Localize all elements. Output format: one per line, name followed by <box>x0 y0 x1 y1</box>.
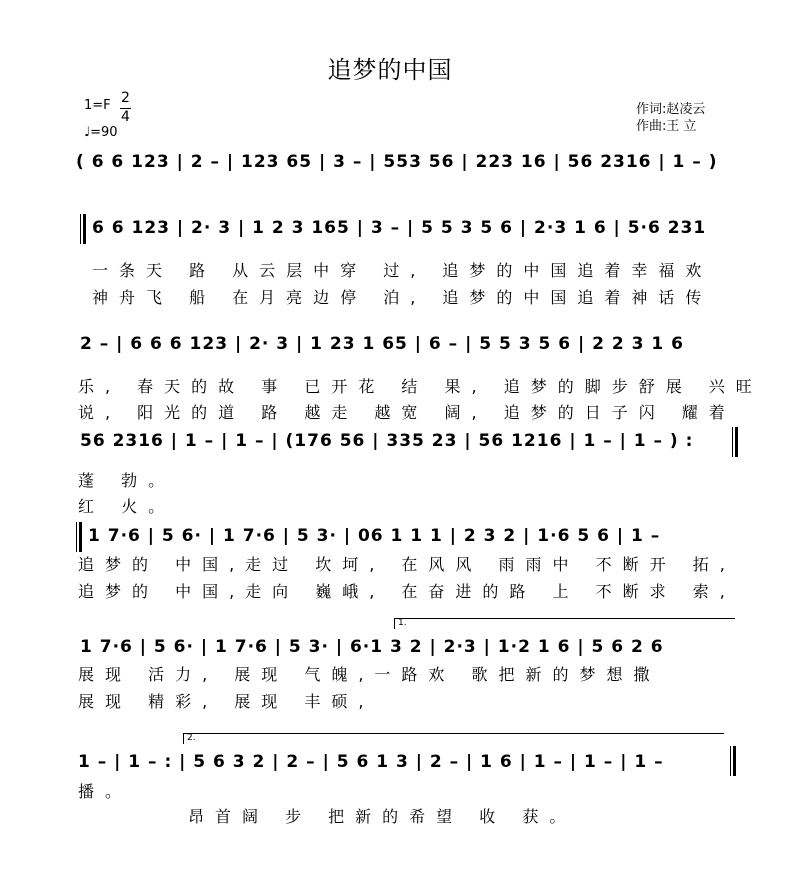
tempo-value: =90 <box>90 125 118 140</box>
system-3-lyrics-verse-2: 说, 阳光的道 路 越走 越宽 阔, 追梦的日子闪 耀着 <box>78 403 736 422</box>
system-4-lyrics-verse-2: 红 火。 <box>78 497 176 516</box>
system-7-lyrics-verse-1: 播。 <box>78 782 133 801</box>
repeat-start-bar-thick <box>83 214 86 244</box>
system-5-notes: 1 7·6 | 5 6· | 1 7·6 | 5 3· | 06 1 1 1 | 2 3 2 | 1·6 5 6 | 1 – <box>88 526 661 546</box>
time-signature-bottom: 4 <box>121 109 130 125</box>
quarter-note-icon: ♩ <box>84 125 91 140</box>
system-7-lyrics-verse-2: 昂首阔 步 把新的希望 收 获。 <box>188 807 577 826</box>
repeat-start-bar-2-thick <box>79 522 82 552</box>
repeat-end-bar-thick <box>735 427 738 457</box>
final-bar <box>730 746 731 776</box>
system-6-lyrics-verse-2: 展现 精彩, 展现 丰硕, <box>78 692 375 711</box>
composer: 作曲:王 立 <box>636 119 697 134</box>
system-2-notes: 6 6 123 | 2· 3 | 1 2 3 165 | 3 – | 5 5 3 5 6 | 2·3 1 6 | 5·6 231 <box>92 218 707 238</box>
system-6-notes: 1 7·6 | 5 6· | 1 7·6 | 5 3· | 6·1 3 2 | 2·3 | 1·2 1 6 | 5 6 2 6 <box>80 637 664 657</box>
system-5-lyrics-verse-1: 追梦的 中国,走过 坎坷, 在风风 雨雨中 不断开 拓, <box>78 555 736 574</box>
system-2-lyrics-verse-1: 一条天 路 从云层中穿 过, 追梦的中国追着幸福欢 <box>92 261 713 280</box>
volta-2-label: 2. <box>187 733 196 743</box>
volta-1-label: 1. <box>398 618 407 628</box>
volta-2-bracket <box>183 733 724 744</box>
tempo-marking <box>84 125 118 140</box>
system-5-lyrics-verse-2: 追梦的 中国,走向 巍峨, 在奋进的路 上 不断求 索, <box>78 582 736 601</box>
system-2-lyrics-verse-2: 神舟飞 船 在月亮边停 泊, 追梦的中国追着神话传 <box>92 288 713 307</box>
song-title: 追梦的中国 <box>327 56 453 84</box>
repeat-start-bar-2 <box>76 522 77 552</box>
system-1-notes: ( 6 6 123 | 2 – | 123 65 | 3 – | 553 56 | 223 16 | 56 2316 | 1 – ) <box>76 152 718 172</box>
volta-1-bracket <box>394 618 735 629</box>
time-signature-top: 2 <box>121 90 130 106</box>
repeat-start-bar <box>80 214 81 244</box>
system-3-notes: 2 – | 6 6 6 123 | 2· 3 | 1 23 1 65 | 6 – | 5 5 3 5 6 | 2 2 3 1 6 <box>80 334 684 354</box>
system-4-lyrics-verse-1: 蓬 勃。 <box>78 471 176 490</box>
repeat-end-bar <box>732 427 733 457</box>
key-signature: 1=F <box>84 98 111 113</box>
system-6-lyrics-verse-1: 展现 活力, 展现 气魄,一路欢 歌把新的梦想撒 <box>78 665 661 684</box>
lyricist: 作词:赵凌云 <box>636 102 706 117</box>
final-bar-thick <box>733 746 736 776</box>
system-7-notes: 1 – | 1 – : | 5 6 3 2 | 2 – | 5 6 1 3 | 2 – | 1 6 | 1 – | 1 – | 1 – <box>78 752 664 772</box>
system-4-notes: 56 2316 | 1 – | 1 – | (176 56 | 335 23 | 56 1216 | 1 – | 1 – ) : <box>80 431 694 451</box>
system-3-lyrics-verse-1: 乐, 春天的故 事 已开花 结 果, 追梦的脚步舒展 兴旺 <box>78 377 763 396</box>
